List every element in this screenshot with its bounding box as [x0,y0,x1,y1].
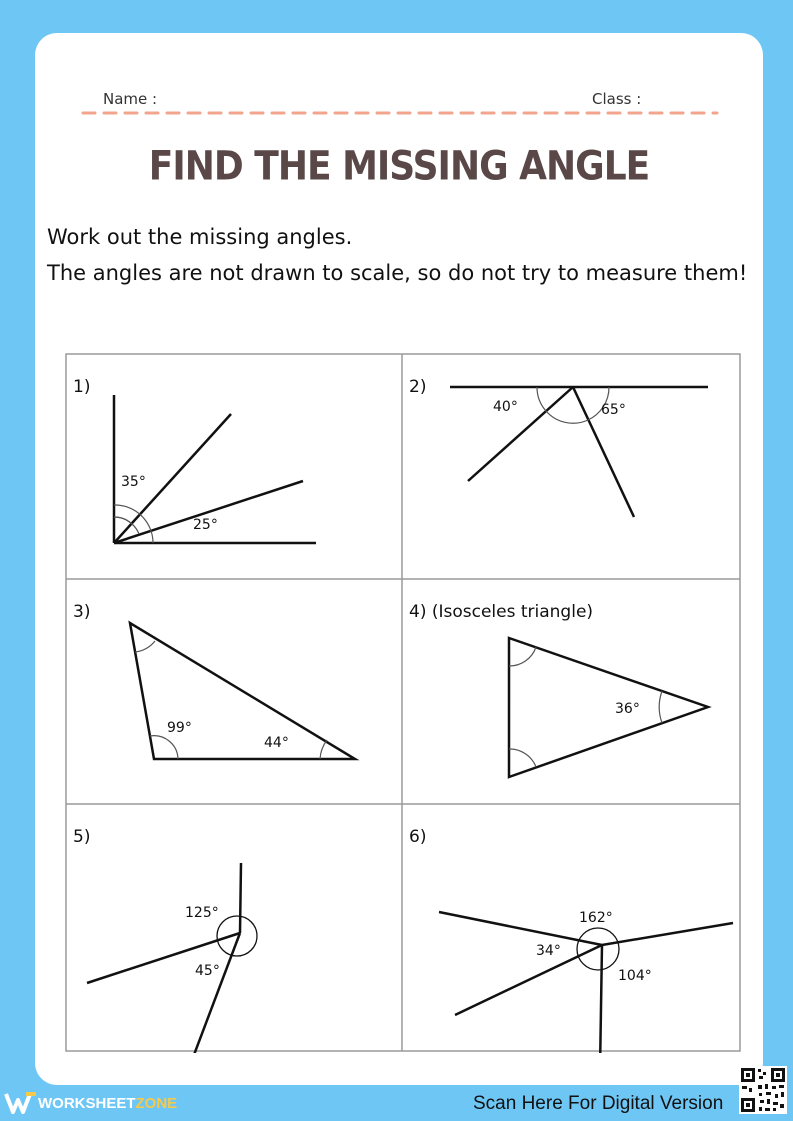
problem-6 [409,827,733,1053]
problem-5-angle-b: 45° [195,963,220,979]
scan-digital-version-text: Scan Here For Digital Version [473,1093,724,1114]
problem-5 [73,827,257,1053]
problem-6-angle-c: 104° [618,968,652,984]
brand-text-2: ZONE [135,1094,178,1112]
problem-5-angle-a: 125° [185,905,219,921]
problem-2-angle-b: 65° [601,402,626,418]
problem-4-angle-a: 36° [615,701,640,717]
problem-3 [73,602,355,759]
name-label: Name : [103,90,158,108]
problem-4-label: 4) (Isosceles triangle) [409,602,594,622]
problem-5-label: 5) [73,827,91,847]
problem-grid [65,353,741,1053]
instruction-line-2: The angles are not drawn to scale, so do not try to measure them! [47,261,748,285]
dashed-divider [81,108,721,118]
problem-2-label: 2) [409,377,427,397]
problem-6-label: 6) [409,827,427,847]
class-label: Class : [592,90,642,108]
problem-3-label: 3) [73,602,91,622]
worksheet-page [35,33,763,1085]
problem-4 [409,602,708,777]
worksheetzone-logo [4,1091,177,1115]
problem-1-angle-b: 25° [193,517,218,533]
problem-2-angle-a: 40° [493,399,518,415]
problem-1-angle-a: 35° [121,474,146,490]
problem-6-angle-b: 34° [536,943,561,959]
problem-3-angle-b: 44° [264,735,289,751]
problem-2 [409,377,708,517]
problem-1 [73,377,316,543]
brand-text-1: WORKSHEET [38,1094,136,1112]
problem-1-label: 1) [73,377,91,397]
worksheetzone-logo-icon [4,1091,38,1115]
page-title: FIND THE MISSING ANGLE [148,143,650,190]
qr-code-icon[interactable] [739,1066,787,1114]
problem-6-angle-a: 162° [579,910,613,926]
problem-3-angle-a: 99° [167,720,192,736]
instruction-line-1: Work out the missing angles. [47,225,353,249]
